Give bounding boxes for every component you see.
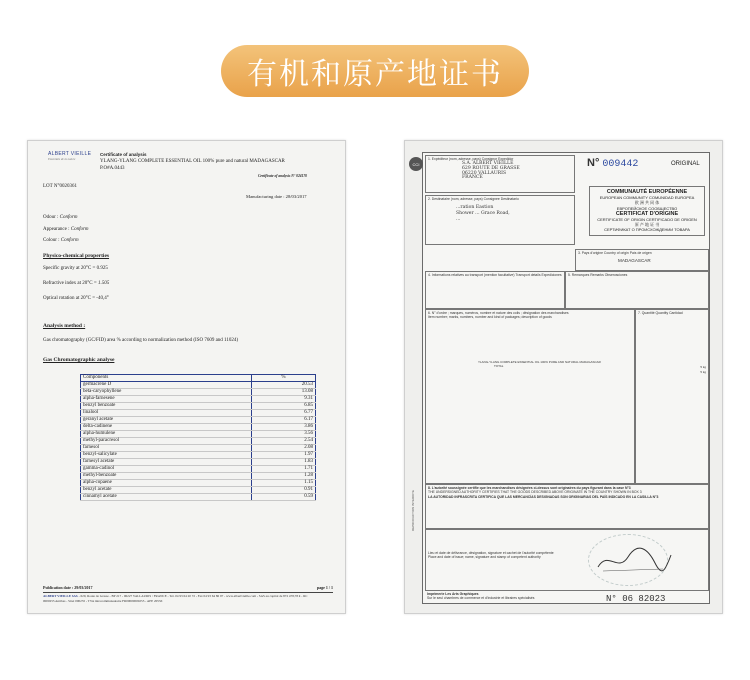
quantity-box: 7. Quantité Quantity Cantidad 5 kg 5 kg (635, 309, 709, 484)
header-banner (221, 45, 529, 97)
component-percent: 1.71 (251, 466, 315, 473)
table-row (81, 459, 316, 466)
component-name: geranyl acetate (81, 417, 252, 424)
percent-header: % (251, 375, 315, 382)
document-header (100, 151, 335, 172)
component-percent: 6.77 (251, 410, 315, 417)
component-name: cinnamyl acetate (81, 494, 252, 501)
table-row (81, 431, 316, 438)
transport-box: 4. Informations relatives au transport (mention facultative) Transport details Expediciones (425, 271, 565, 309)
optical-rotation: Optical rotation at 20°C = -40,4° (43, 296, 109, 301)
component-name: benzyl acetate (81, 487, 252, 494)
table-row (81, 494, 316, 501)
component-name: methyl-paracresol (81, 438, 252, 445)
component-percent: 2.54 (251, 438, 315, 445)
print-note: Imprimerie Les Arts Graphiques Sur le seul chambres de commerce et d'industrie et libraires spécialisés (427, 592, 535, 601)
document-footer (43, 585, 333, 604)
table-row (81, 389, 316, 396)
component-percent: 20.53 (251, 382, 315, 389)
analysis-title: Analysis method : (43, 323, 86, 329)
component-name: farnesyl acetate (81, 459, 252, 466)
component-name: benzyl benzoate (81, 403, 252, 410)
table-row (81, 473, 316, 480)
product-name: YLANG-YLANG COMPLETE ESSENTIAL OIL 100% pure and natural MADAGASCAR (100, 159, 285, 164)
specific-gravity: Specific gravity at 20°C = 0.925 (43, 266, 108, 271)
consignor-box: 1. Expéditeur (nom, adresse, pays) Consignor Expedidor S.A. ALBERT VIEILLE 629 ROUTE DE GRASSE 06220 VALLAURIS FRANCE (425, 155, 575, 193)
component-percent: 3.86 (251, 424, 315, 431)
table-row (81, 417, 316, 424)
component-name: benzyl-salicylate (81, 452, 252, 459)
manufacturing-date: Manufacturing date : 28/03/2017 (246, 194, 307, 199)
lot-number: LOT N°0020361 (43, 184, 77, 189)
original-label: ORIGINAL (671, 161, 700, 167)
company-address: ALBERT VIEILLE SAS - 629, Route de Grasse - BP 217 - 06227 VALLAURIS / FRANCE - Tel. 04 93 64 20 72 - Fax 04 93 64 86 97 - www.albertvieille.com - SAS au capital de 872 478,78 € - RC 0000255 Antibes - Siret 000255 - TVA intracommunautaire FR00000000255 - APE 2053Z (43, 592, 333, 604)
certificate-number: N° 009442 (587, 157, 639, 170)
analysis-certificate (27, 140, 346, 614)
table-header-row (81, 375, 316, 382)
vertical-note: REPRODUCTION INTERDITE (411, 489, 415, 531)
component-percent: 1.15 (251, 480, 315, 487)
component-percent: 1.83 (251, 459, 315, 466)
table-row (81, 410, 316, 417)
component-name: delta-cadinene (81, 424, 252, 431)
component-percent: 13.08 (251, 389, 315, 396)
component-name: methyl-benzoate (81, 473, 252, 480)
component-name: linalool (81, 410, 252, 417)
components-header: Components (81, 375, 252, 382)
logo-tagline: Essentials de la nature (48, 157, 76, 161)
remarks-box: 5. Remarques Remarks Observaciones (565, 271, 709, 309)
component-percent: 1.97 (251, 452, 315, 459)
component-name: gamma-cadinol (81, 466, 252, 473)
component-name: beta-caryophyllene (81, 389, 252, 396)
table-row (81, 424, 316, 431)
cci-logo: CCI (409, 157, 423, 171)
component-percent: 0.59 (251, 494, 315, 501)
component-percent: 1.28 (251, 473, 315, 480)
banner-title: 有机和原产地证书 (247, 57, 503, 92)
goods-box: 6. N° d'ordre ; marques, numéros, nombre et nature des colis ; désignation des marchandises Item number; marks, numbers, number and kind of packages; description of goods YLANG-YLANG COMPLETE ESSENTIAL OIL 100% PURE AND NATURAL MADAGASCAR TOTAL (425, 309, 635, 484)
country-of-origin-box: 3. Pays d'origine Country of origin País de origen MADAGASCAR (575, 249, 709, 271)
component-percent: 2.08 (251, 445, 315, 452)
component-percent: 9.31 (251, 396, 315, 403)
component-name: alpha-farnesene (81, 396, 252, 403)
logo-name: ALBERT VIEILLE (48, 151, 92, 157)
certification-box: 8. L'autorité soussignée certifie que les marchandises désignées ci-dessus sont originaires du pays figurant dans la case N°3 THE UNDERSIGNED AUTHORITY CERTIFIES THAT THE GOODS DESCRIBED ABOVE ORIGINATE IN THE COUNTRY SHOWN IN BOX 3 LA AUTORIDAD INFRASCRITA CERTIFICA QUE LAS MERCANCÍAS DESIGNADAS SON ORIGINARIAS DEL PAÍS INDICADO EN LA CASILLA N°3 (425, 484, 709, 529)
physico-title: Physico-chemical properties (43, 253, 110, 259)
colour-field: Colour : Conform (43, 238, 79, 243)
serial-number: N° 06 82023 (606, 594, 666, 604)
component-percent: 0.91 (251, 487, 315, 494)
eu-certificate-title: COMMUNAUTÉ EUROPÉENNE EUROPEAN COMMUNITY COMUNIDAD EUROPEA 欧 洲 共 同 体 ЕВРОПЕЙСКОЕ СООБЩЕСТВО CERTIFICAT D'ORIGINE CERTIFICATE OF ORIGIN CERTIFICADO DE ORIGEN 原 产 地 证 书 СЕРТИФИКАТ О ПРОИСХОЖДЕНИИ ТОВАРА (589, 186, 705, 236)
certificate-number: Certificate of analysis N° 024170 (258, 174, 307, 178)
gc-title: Gas Chromatographic analyse (43, 357, 115, 363)
components-table (80, 374, 316, 501)
document-title: Certificate of analysis (100, 152, 147, 157)
table-row (81, 452, 316, 459)
company-logo (48, 151, 92, 171)
table-row (81, 403, 316, 410)
table-row (81, 396, 316, 403)
signature-icon (593, 545, 673, 575)
table-row (81, 480, 316, 487)
component-name: farnesol (81, 445, 252, 452)
component-percent: 3.56 (251, 431, 315, 438)
table-row (81, 382, 316, 389)
table-row (81, 438, 316, 445)
odour-field: Odour : Conform (43, 215, 78, 220)
product-code: P.O#A.0443 (100, 166, 125, 171)
analysis-text: Gas chromatography (GC/FID) area % according to normalization method (ISO 7609 and 11024) (43, 338, 239, 343)
appearance-field: Appearance : Conform (43, 227, 89, 232)
component-name: alpha-humulene (81, 431, 252, 438)
issue-box: Lieu et date de délivrance, désignation, signature et cachet de l'autorité compétente Place and date of issue; name, signature and stamp of competent authority (425, 529, 709, 591)
component-percent: 6.17 (251, 417, 315, 424)
component-name: germacrene D (81, 382, 252, 389)
component-percent: 6.85 (251, 403, 315, 410)
table-row (81, 487, 316, 494)
consignee-box: 2. Destinataire (nom, adresse, pays) Consignee Destinatario ...ration Eastion Shower ... Grace Road, ... (425, 195, 575, 245)
refractive-index: Refractive index at 20°C = 1.505 (43, 281, 110, 286)
table-row (81, 445, 316, 452)
publication-date: Publication date : 29/03/2017 (43, 585, 93, 590)
origin-certificate (404, 140, 723, 614)
table-row (81, 466, 316, 473)
page-number: page 1 / 1 (316, 585, 333, 590)
company-name: ALBERT VIEILLE SAS (43, 594, 78, 598)
component-name: alpha-copaene (81, 480, 252, 487)
